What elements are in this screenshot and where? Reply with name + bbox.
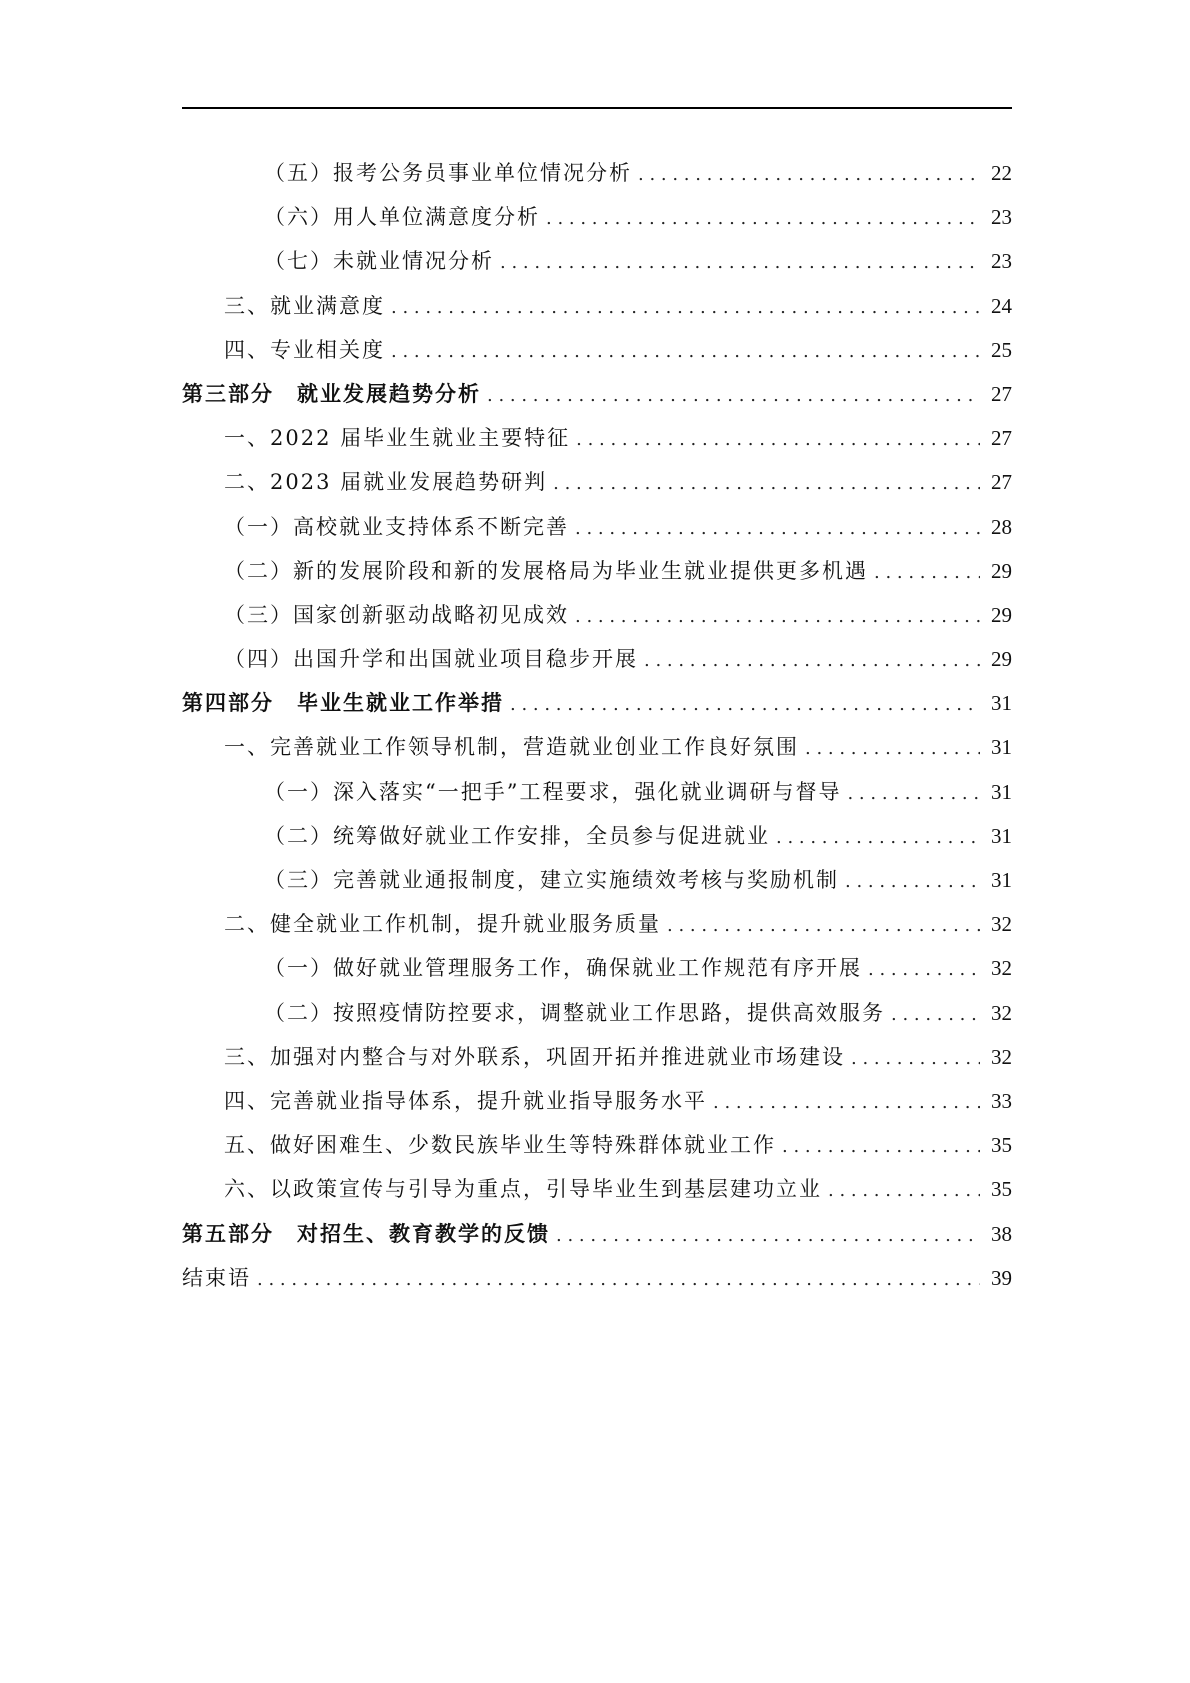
- toc-entry[interactable]: [182, 858, 1012, 902]
- toc-entry[interactable]: [182, 770, 1012, 814]
- toc-page-number: 31: [991, 735, 1012, 760]
- toc-entry-title: 四、完善就业指导体系，提升就业指导服务水平: [224, 1088, 707, 1113]
- toc-entry[interactable]: [182, 725, 1012, 769]
- toc-entry[interactable]: [182, 460, 1012, 504]
- toc-dot-leader: [845, 860, 980, 904]
- toc-dot-leader: [805, 727, 980, 771]
- toc-dot-leader: [776, 816, 980, 860]
- toc-entry-title: （一）深入落实“一把手”工程要求，强化就业调研与督导: [264, 779, 842, 804]
- toc-entry-title: 一、完善就业工作领导机制，营造就业创业工作良好氛围: [224, 735, 799, 760]
- toc-dot-leader: [782, 1125, 980, 1169]
- toc-page-number: 31: [991, 691, 1012, 716]
- toc-dot-leader: [638, 153, 980, 197]
- toc-dot-leader: [576, 418, 980, 462]
- toc-dot-leader: [575, 507, 980, 551]
- toc-dot-leader: [510, 683, 980, 727]
- toc-page-number: 28: [991, 514, 1012, 539]
- toc-entry-title: （三）完善就业通报制度，建立实施绩效考核与奖励机制: [264, 868, 839, 892]
- toc-entry-title: 第三部分 就业发展趋势分析: [182, 381, 481, 406]
- toc-page-number: 35: [991, 1133, 1012, 1158]
- toc-page-number: 31: [991, 779, 1012, 804]
- toc-dot-leader: [868, 948, 980, 992]
- toc-page-number: 32: [991, 1000, 1012, 1025]
- toc-entry-title: （二）统筹做好就业工作安排，全员参与促进就业: [264, 823, 770, 848]
- toc-page-number: 39: [991, 1265, 1012, 1290]
- toc-part-entry[interactable]: [182, 681, 1012, 725]
- toc-page-number: 25: [991, 337, 1012, 362]
- toc-entry-title: （七）未就业情况分析: [264, 249, 494, 274]
- header-rule: [182, 107, 1012, 109]
- toc-page-number: 32: [991, 956, 1012, 981]
- toc-dot-leader: [257, 1258, 980, 1302]
- toc-page-number: 22: [991, 161, 1012, 185]
- table-of-contents: [182, 151, 1012, 1300]
- toc-part-entry[interactable]: [182, 1256, 1012, 1300]
- toc-dot-leader: [847, 772, 980, 816]
- toc-page-number: 23: [991, 205, 1012, 230]
- toc-entry-title: （二）新的发展阶段和新的发展格局为毕业生就业提供更多机遇: [224, 558, 868, 583]
- toc-entry-title: （三）国家创新驱动战略初见成效: [224, 602, 569, 627]
- toc-entry[interactable]: [182, 239, 1012, 283]
- toc-page-number: 27: [991, 381, 1012, 406]
- toc-page-number: 27: [991, 426, 1012, 451]
- toc-entry[interactable]: [182, 549, 1012, 593]
- toc-page-number: 31: [991, 868, 1012, 892]
- toc-dot-leader: [553, 462, 980, 506]
- toc-page-number: 24: [991, 293, 1012, 318]
- toc-page-number: 29: [991, 647, 1012, 672]
- toc-entry[interactable]: [182, 1079, 1012, 1123]
- toc-page-number: 23: [991, 249, 1012, 274]
- toc-entry-title: （一）做好就业管理服务工作，确保就业工作规范有序开展: [264, 956, 862, 981]
- toc-page-number: 29: [991, 558, 1012, 583]
- toc-entry[interactable]: [182, 284, 1012, 328]
- toc-dot-leader: [851, 1037, 980, 1081]
- toc-entry-title: 六、以政策宣传与引导为重点，引导毕业生到基层建功立业: [224, 1177, 822, 1202]
- toc-entry[interactable]: [182, 151, 1012, 195]
- toc-entry-title: （二）按照疫情防控要求，调整就业工作思路，提供高效服务: [264, 1000, 885, 1025]
- toc-part-entry[interactable]: [182, 372, 1012, 416]
- toc-entry-title: （五）报考公务员事业单位情况分析: [264, 161, 632, 185]
- toc-entry-title: 二、健全就业工作机制，提升就业服务质量: [224, 912, 661, 937]
- toc-dot-leader: [713, 1081, 980, 1125]
- toc-entry-title: 三、就业满意度: [224, 293, 385, 318]
- toc-entry[interactable]: [182, 1123, 1012, 1167]
- toc-entry-title: 第四部分 毕业生就业工作举措: [182, 691, 504, 716]
- toc-entry-title: （一）高校就业支持体系不断完善: [224, 514, 569, 539]
- toc-page-number: 38: [991, 1221, 1012, 1246]
- toc-page-number: 32: [991, 1044, 1012, 1069]
- toc-dot-leader: [891, 993, 980, 1037]
- toc-entry-title: （六）用人单位满意度分析: [264, 205, 540, 230]
- toc-entry[interactable]: [182, 637, 1012, 681]
- toc-entry[interactable]: [182, 593, 1012, 637]
- toc-dot-leader: [667, 904, 980, 948]
- toc-page-number: 33: [991, 1088, 1012, 1113]
- toc-entry[interactable]: [182, 1167, 1012, 1211]
- toc-page-number: 27: [991, 470, 1012, 495]
- toc-dot-leader: [828, 1169, 980, 1213]
- toc-entry[interactable]: [182, 505, 1012, 549]
- toc-dot-leader: [874, 551, 980, 595]
- toc-entry-title: 五、做好困难生、少数民族毕业生等特殊群体就业工作: [224, 1133, 776, 1158]
- toc-dot-leader: [575, 595, 980, 639]
- toc-part-entry[interactable]: [182, 1212, 1012, 1256]
- toc-entry-title: 四、专业相关度: [224, 337, 385, 362]
- toc-dot-leader: [556, 1214, 980, 1258]
- toc-entry[interactable]: [182, 416, 1012, 460]
- toc-page-number: 35: [991, 1177, 1012, 1202]
- toc-page-number: 31: [991, 823, 1012, 848]
- toc-entry[interactable]: [182, 328, 1012, 372]
- toc-entry-title: 三、加强对内整合与对外联系，巩固开拓并推进就业市场建设: [224, 1044, 845, 1069]
- toc-dot-leader: [546, 197, 980, 241]
- toc-dot-leader: [487, 374, 980, 418]
- toc-dot-leader: [500, 241, 980, 285]
- toc-entry[interactable]: [182, 946, 1012, 990]
- toc-entry-title: 第五部分 对招生、教育教学的反馈: [182, 1221, 550, 1246]
- toc-entry[interactable]: [182, 1035, 1012, 1079]
- toc-entry-title: （四）出国升学和出国就业项目稳步开展: [224, 647, 638, 672]
- toc-entry[interactable]: [182, 814, 1012, 858]
- toc-entry[interactable]: [182, 991, 1012, 1035]
- toc-page-number: 29: [991, 602, 1012, 627]
- toc-dot-leader: [644, 639, 980, 683]
- toc-entry-title: 一、2022 届毕业生就业主要特征: [224, 426, 571, 451]
- toc-entry-title: 结束语: [182, 1265, 251, 1290]
- toc-entry-title: 二、2023 届就业发展趋势研判: [224, 470, 548, 495]
- toc-dot-leader: [391, 330, 980, 374]
- toc-entry[interactable]: [182, 902, 1012, 946]
- toc-page-number: 32: [991, 912, 1012, 937]
- toc-entry[interactable]: [182, 195, 1012, 239]
- toc-dot-leader: [391, 286, 980, 330]
